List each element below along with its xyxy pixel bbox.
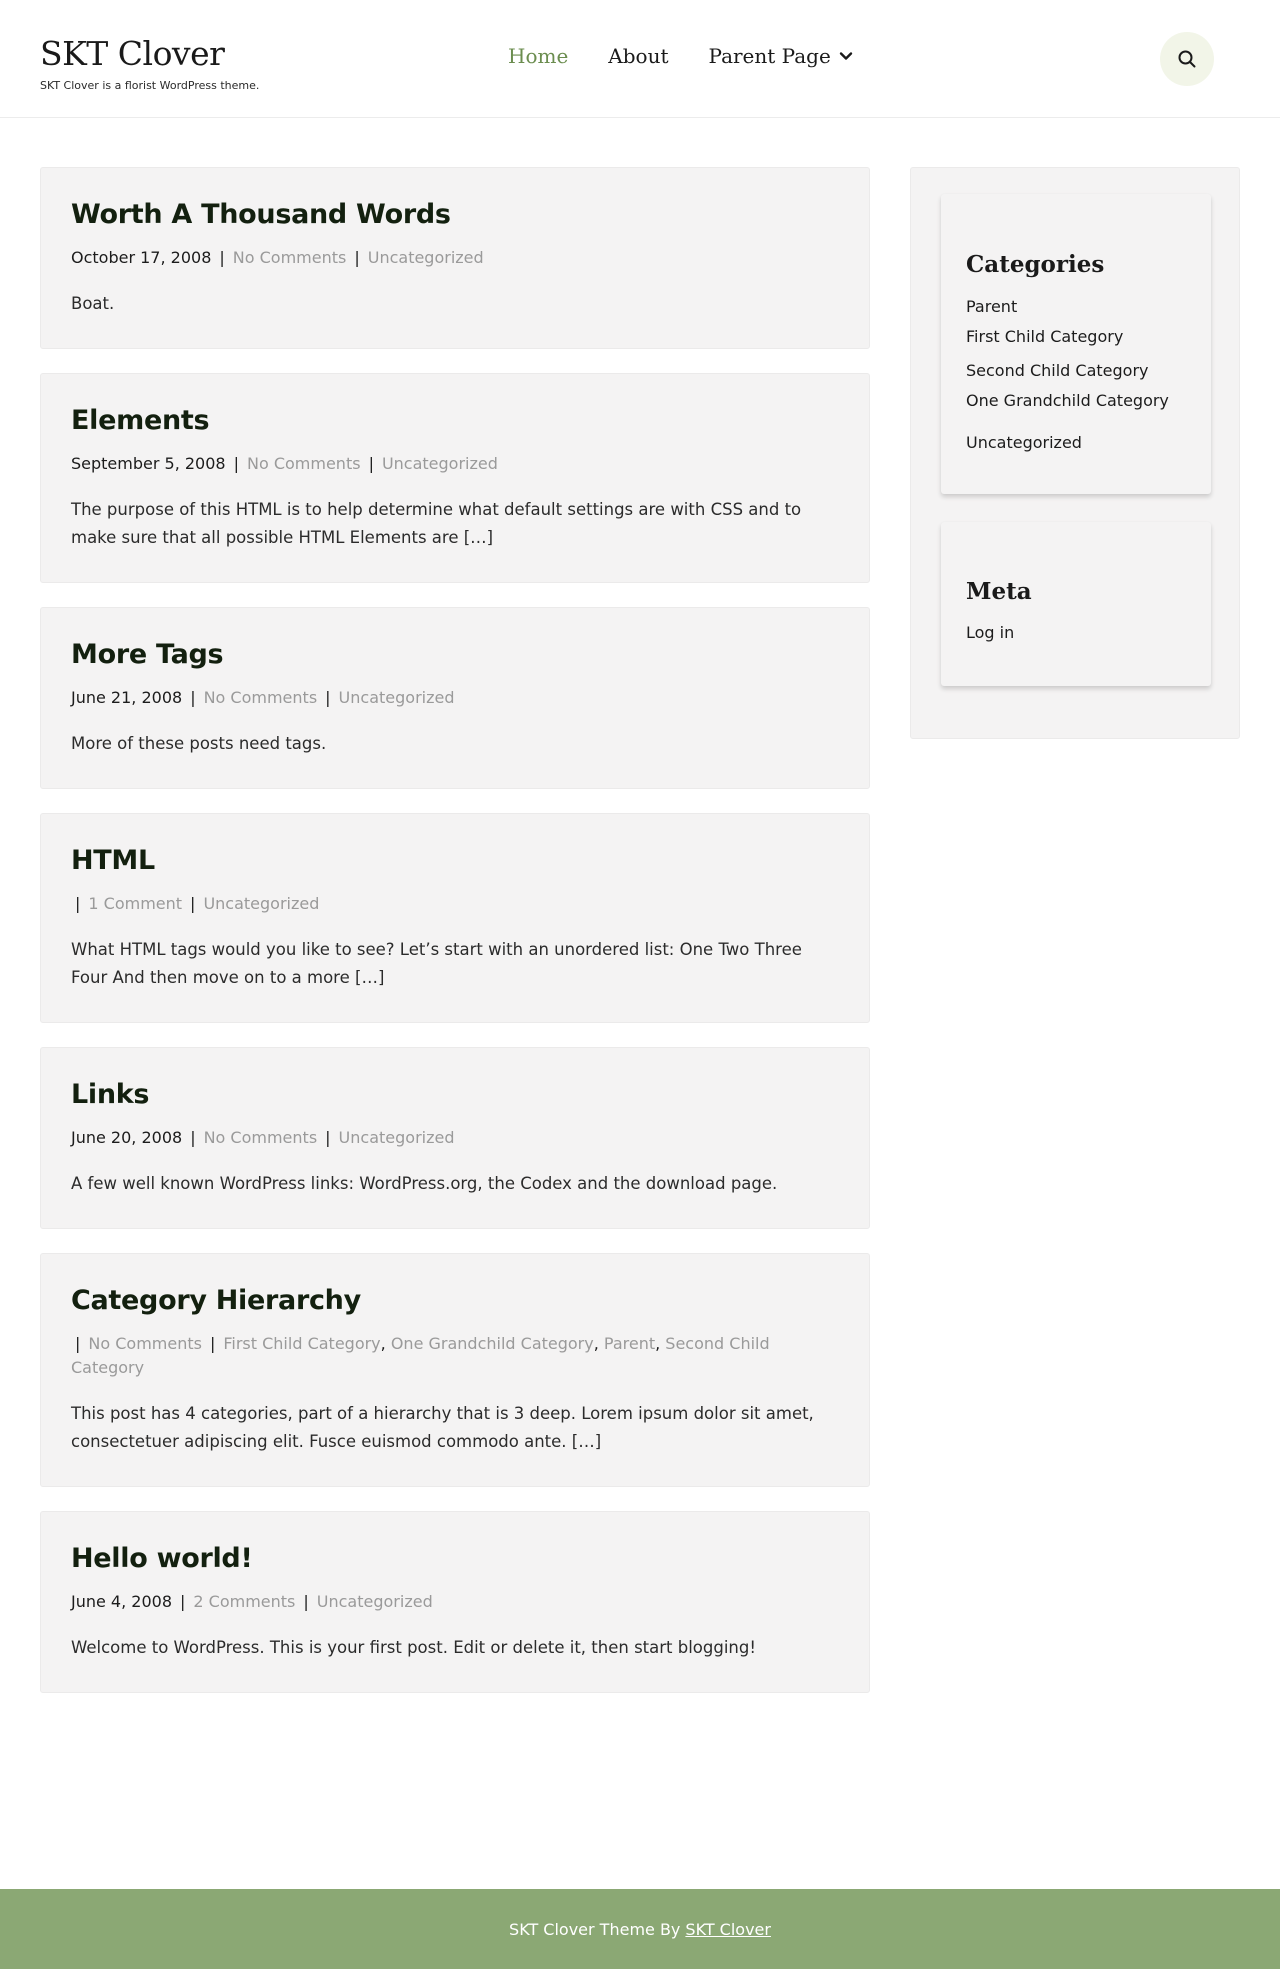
post-meta xyxy=(71,1590,839,1614)
post-excerpt: The purpose of this HTML is to help determine what default settings are with CSS and to make sure that all possible HTML Elements are […] xyxy=(71,500,802,547)
post-category-link[interactable]: Parent xyxy=(603,1334,656,1353)
nav-item-about[interactable]: About xyxy=(608,44,669,68)
sidebar xyxy=(910,167,1240,739)
post-date: June 21, 2008 xyxy=(71,688,183,707)
post-category-link[interactable]: Uncategorized xyxy=(203,894,320,913)
post-comments-link[interactable]: 1 Comment xyxy=(88,894,183,913)
post-category-link[interactable]: Second Child Category xyxy=(71,1334,770,1377)
footer-link[interactable]: SKT Clover xyxy=(685,1919,771,1939)
search-button[interactable] xyxy=(1160,32,1214,86)
meta-separator: | xyxy=(190,1128,196,1147)
post-comments-link[interactable]: 2 Comments xyxy=(193,1592,296,1611)
site-description: SKT Clover is a florist WordPress theme. xyxy=(40,79,260,92)
post-meta xyxy=(71,686,839,710)
post-category-link[interactable]: Uncategorized xyxy=(367,248,484,267)
category-link-one-grandchild[interactable]: One Grandchild Category xyxy=(966,391,1169,410)
post-category-link[interactable]: Uncategorized xyxy=(381,454,498,473)
post-category-link[interactable]: Uncategorized xyxy=(338,688,455,707)
meta-separator: | xyxy=(75,894,81,913)
post-title[interactable]: More Tags xyxy=(71,639,224,670)
nav-item-parent-page-label: Parent Page xyxy=(708,44,831,68)
meta-widget-title: Meta xyxy=(966,578,1032,605)
site-header xyxy=(0,0,1280,118)
meta-separator: | xyxy=(190,894,196,913)
category-link-uncategorized[interactable]: Uncategorized xyxy=(966,433,1082,452)
post-title[interactable]: HTML xyxy=(71,845,155,876)
post-date: October 17, 2008 xyxy=(71,248,212,267)
categories-widget-title: Categories xyxy=(966,251,1105,278)
categories-widget xyxy=(941,194,1211,494)
post-title[interactable]: Category Hierarchy xyxy=(71,1285,361,1316)
post-comments-link[interactable]: No Comments xyxy=(246,454,361,473)
nav-item-home[interactable]: Home xyxy=(508,44,569,68)
post-card xyxy=(40,167,870,349)
meta-separator: | xyxy=(233,454,239,473)
post-category-link[interactable]: Uncategorized xyxy=(338,1128,455,1147)
post-excerpt: What HTML tags would you like to see? Let’s start with an unordered list: One Two Three Four And then move on to a more […] xyxy=(71,940,802,987)
footer-text: SKT Clover Theme By xyxy=(509,1919,681,1939)
post-category-link[interactable]: Uncategorized xyxy=(316,1592,433,1611)
post-comments-link[interactable]: No Comments xyxy=(88,1334,202,1353)
meta-separator: | xyxy=(180,1592,186,1611)
meta-separator: | xyxy=(325,1128,331,1147)
post-date: June 20, 2008 xyxy=(71,1128,183,1147)
post-category-link[interactable]: One Grandchild Category xyxy=(390,1334,594,1353)
meta-separator: | xyxy=(209,1334,216,1353)
site-footer xyxy=(0,1889,1280,1969)
post-date: September 5, 2008 xyxy=(71,454,226,473)
site-branding xyxy=(40,34,260,98)
post-meta: | No Comments | First Child Category, One Grandchild Category, Parent, Second Child Category xyxy=(71,1334,770,1377)
meta-separator: | xyxy=(325,688,331,707)
post-title[interactable]: Hello world! xyxy=(71,1543,253,1574)
post-card xyxy=(40,1253,870,1487)
post-card xyxy=(40,1047,870,1229)
post-date: June 4, 2008 xyxy=(71,1592,172,1611)
meta-separator: | xyxy=(368,454,374,473)
post-excerpt: This post has 4 categories, part of a hierarchy that is 3 deep. Lorem ipsum dolor sit amet, consectetuer adipiscing elit. Fusce euismod commodo ante. […] xyxy=(71,1404,814,1451)
meta-separator: | xyxy=(354,248,360,267)
main-navigation xyxy=(508,44,853,68)
post-comments-link[interactable]: No Comments xyxy=(232,248,347,267)
post-title[interactable]: Elements xyxy=(71,405,210,436)
category-link-parent[interactable]: Parent xyxy=(966,297,1018,316)
meta-separator: | xyxy=(190,688,196,707)
post-comments-link[interactable]: No Comments xyxy=(203,688,318,707)
post-card xyxy=(40,813,870,1023)
posts-list xyxy=(40,167,870,1717)
site-title[interactable]: SKT Clover xyxy=(40,34,225,73)
meta-separator: | xyxy=(303,1592,309,1611)
meta-separator: | xyxy=(75,1334,81,1353)
post-comments-link[interactable]: No Comments xyxy=(203,1128,318,1147)
post-excerpt: More of these posts need tags. xyxy=(71,734,327,753)
category-link-second-child[interactable]: Second Child Category xyxy=(966,361,1149,380)
post-title[interactable]: Links xyxy=(71,1079,150,1110)
post-meta xyxy=(71,452,839,476)
nav-item-parent-page[interactable] xyxy=(709,44,853,68)
post-excerpt: A few well known WordPress links: WordPress.org, the Codex and the download page. xyxy=(71,1174,778,1193)
post-card xyxy=(40,607,870,789)
post-excerpt: Welcome to WordPress. This is your first post. Edit or delete it, then start blogging! xyxy=(71,1638,756,1657)
post-excerpt: Boat. xyxy=(71,294,115,313)
post-meta xyxy=(71,1126,839,1150)
post-category-link[interactable]: First Child Category xyxy=(223,1334,381,1353)
post-meta xyxy=(71,892,839,916)
meta-widget xyxy=(941,522,1211,686)
post-card xyxy=(40,373,870,583)
category-link-first-child[interactable]: First Child Category xyxy=(966,327,1124,346)
categories-list xyxy=(966,292,1186,458)
meta-separator: | xyxy=(219,248,225,267)
search-icon xyxy=(1177,49,1197,69)
chevron-down-icon xyxy=(839,49,853,63)
login-link[interactable]: Log in xyxy=(966,623,1015,642)
post-title[interactable]: Worth A Thousand Words xyxy=(71,199,451,230)
post-meta xyxy=(71,246,839,270)
post-card xyxy=(40,1511,870,1693)
